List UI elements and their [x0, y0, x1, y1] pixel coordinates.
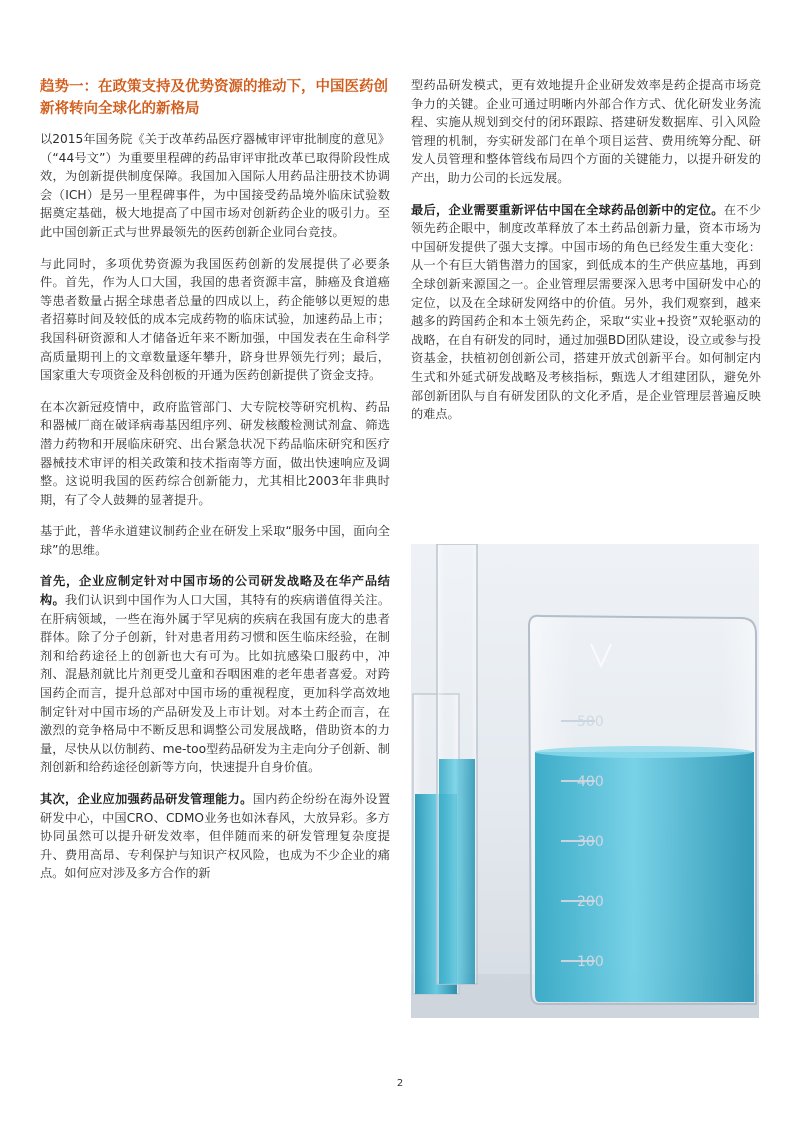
- paragraph-first: [40, 572, 390, 777]
- mark-200: 200: [577, 894, 604, 910]
- beaker-illustration: [411, 544, 759, 1018]
- right-column: [411, 76, 761, 437]
- paragraph-continued: 型药品研发模式，更有效地提升企业研发效率是药企提高市场竞争力的关键。企业可通过明晰内外部合作方式、优化研发业务流程、实施从规划到交付的闭环跟踪、搭建研发数据库、引入风险管理的机制，夯实研发部门在单个项目运营、费用统筹分配、研发人员管理和整体管线布局四个方面的关键能力，以提升研发的产出，助力公司的长远发展。: [411, 78, 761, 185]
- paragraph-second-body: 国内药企纷纷在海外设置研发中心，中国CRO、CDMO业务也如沐春风，大放异彩。多方协同虽然可以提升研发效率，但伴随而来的研发管理复杂度提升、费用高昂、专利保护与知识产权风险，也成为不少企业的痛点。如何应对涉及多方合作的新: [40, 792, 391, 881]
- paragraph-last: [411, 201, 761, 424]
- paragraph-recommendation: 基于此，普华永道建议制药企业在研发上采取“服务中国，面向全球”的思维。: [40, 524, 390, 557]
- beaker: [529, 616, 756, 1004]
- page-number: 2: [396, 1078, 404, 1089]
- paragraph-last-body: 在不少领先药企眼中，制度改革释放了本土药品创新力量，资本市场为中国研发提供了强大支撑。中国市场的角色已经发生重大变化：从一个有巨大销售潜力的国家，到低成本的生产供应基地，再到全球创新来源国之一。企业管理层需要深入思考中国研发中心的定位，以及在全球研发网络中的价值。另外，我们观察到，越来越多的跨国药企和本土领先药企，采取“实业+投资”双轮驱动的战略，在自有研发的同时，通过加强BD团队建设，设立或参与投资基金，扶植初创创新公司，搭建开放式创新平台。如何制定内生式和外延式研发战略及考核指标，甄选人才组建团队，避免外部创新团队与自有研发团队的文化矛盾，是企业管理层普遍反映的难点。: [411, 202, 762, 422]
- mark-100: 100: [577, 954, 604, 970]
- paragraph-second-lead: 其次，企业应加强药品研发管理能力。: [40, 792, 253, 806]
- left-column: [40, 76, 390, 896]
- graduated-cylinder: [437, 544, 477, 984]
- mark-300: 300: [577, 834, 604, 850]
- paragraph-policy: 以2015年国务院《关于改革药品医疗器械审评审批制度的意见》（“44号文”）为重要里程碑的药品审评审批改革已取得阶段性成效，为创新提供制度保障。我国加入国际人用药品注册技术协调会（ICH）是另一里程碑事件，为中国接受药品境外临床试验数据奠定基础，极大地提高了中国市场对创新药企业的吸引力。至此中国创新正式与世界最领先的医药创新企业同台竞技。: [40, 132, 390, 239]
- paragraph-second: [40, 790, 390, 883]
- paragraph-last-lead: 最后，企业需要重新评估中国在全球药品创新中的定位。: [411, 202, 724, 217]
- paragraph-resources: 与此同时，多项优势资源为我国医药创新的发展提供了必要条件。首先，作为人口大国，我国的患者资源丰富，肺癌及食道癌等患者数量占据全球患者总量的四成以上，药企能够以更短的患者招募时间及较低的成本完成药物的临床试验，加速药品上市；我国科研资源和人才储备近年来不断加强，中国发表在生命科学高质量期刊上的文章数量逐年攀升，跻身世界领先行列；最后，国家重大专项资金及科创板的开通为医药创新提供了资金支持。: [40, 256, 390, 383]
- section-heading: 趋势一：在政策支持及优势资源的推动下，中国医药创新将转向全球化的新格局: [40, 79, 388, 117]
- paragraph-covid: 在本次新冠疫情中，政府监管部门、大专院校等研究机构、药品和器械厂商在破译病毒基因组序列、研发核酸检测试剂盒、筛选潜力药物和开展临床研究、出台紧急状况下药品临床研究和医疗器械技术审评的相关政策和技术指南等方面，做出快速响应及调整。这说明我国的医药综合创新能力，尤其相比2003年非典时期，有了令人鼓舞的显著提升。: [40, 399, 390, 507]
- mark-400: 400: [577, 774, 604, 790]
- lab-beaker-photo: [411, 544, 759, 1018]
- paragraph-first-lead: 首先，企业应制定针对中国市场的公司研发战略及在华产品结构。: [40, 574, 390, 608]
- mark-500: 500: [577, 714, 604, 730]
- paragraph-first-body: 我们认识到中国作为人口大国，其特有的疾病谱值得关注。在肝病领域，一些在海外属于罕见病的疾病在我国有庞大的患者群体。除了分子创新，针对患者用药习惯和医生临床经验，在制剂和给药途径上的创新也大有可为。比如抗感染口服药中，冲剂、混悬剂就比片剂更受儿童和吞咽困难的老年患者喜爱。对跨国药企而言，提升总部对中国市场的重视程度，更加科学高效地制定针对中国市场的产品研发及上市计划。对本土药企而言，在激烈的竞争格局中不断反思和调整公司发展战略，借助资本的力量，尽快从以仿制药、me-too型药品研发为主走向分子创新、制剂创新和给药途径创新等方向，快速提升自身价值。: [40, 593, 391, 775]
